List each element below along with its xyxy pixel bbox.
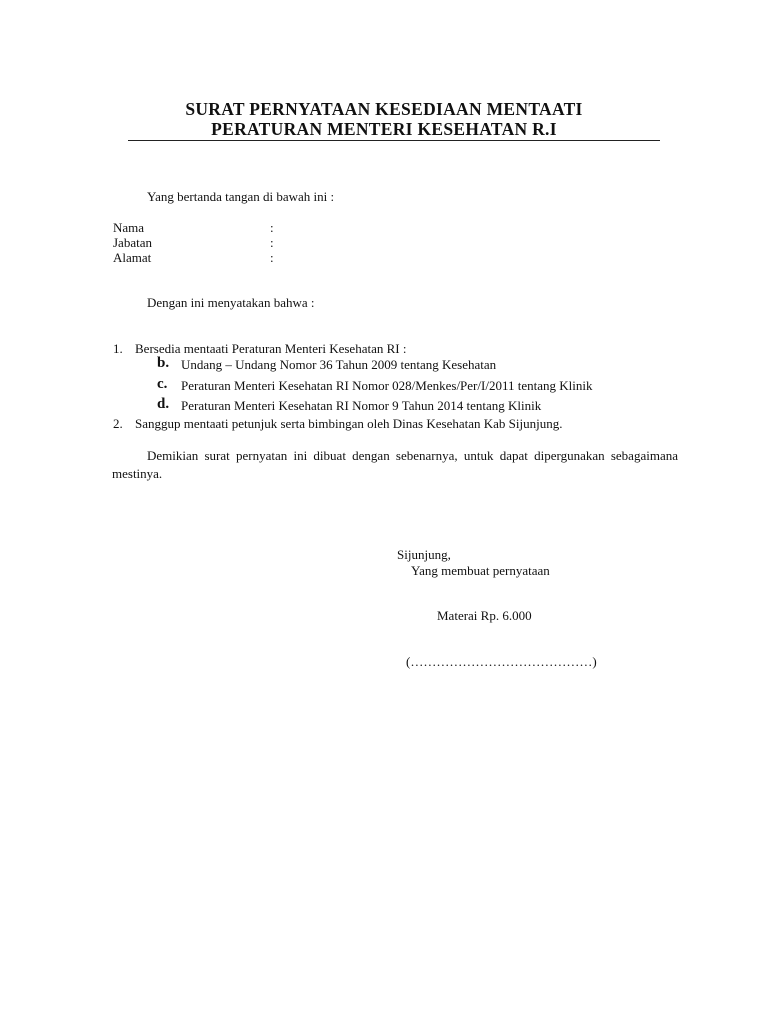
- sublist-letter: d.: [157, 396, 170, 412]
- sublist-item-text: Undang – Undang Nomor 36 Tahun 2009 tentang Kesehatan: [181, 357, 497, 372]
- signature-place: Sijunjung,: [397, 547, 451, 562]
- list-item-text: Bersedia mentaati Peraturan Menteri Kesehatan RI :: [135, 341, 407, 356]
- stamp-duty-label: Materai Rp. 6.000: [437, 608, 532, 623]
- list-item-number: 2.: [113, 416, 123, 431]
- field-colon-nama: :: [270, 220, 274, 235]
- field-label-nama: Nama: [113, 220, 145, 235]
- sublist-item-text: Peraturan Menteri Kesehatan RI Nomor 028/Menkes/Per/I/2011 tentang Klinik: [181, 378, 593, 393]
- document-title-line-1: SURAT PERNYATAAN KESEDIAAN MENTAATI: [185, 99, 583, 119]
- list-item-text: Sanggup mentaati petunjuk serta bimbingan oleh Dinas Kesehatan Kab Sijunjung.: [135, 416, 563, 431]
- sublist-item-text: Peraturan Menteri Kesehatan RI Nomor 9 Tahun 2014 tentang Klinik: [181, 398, 542, 413]
- field-label-jabatan: Jabatan: [113, 235, 152, 250]
- field-label-alamat: Alamat: [113, 250, 152, 265]
- field-colon-alamat: :: [270, 250, 274, 265]
- closing-paragraph: Demikian surat pernyatan ini dibuat dengan sebenarnya, untuk dapat dipergunakan sebagaimana mestinya.: [112, 448, 678, 481]
- title-underline: [128, 140, 660, 141]
- field-colon-jabatan: :: [270, 235, 274, 250]
- statement-intro: Dengan ini menyatakan bahwa :: [147, 295, 315, 310]
- document-title-line-2: PERATURAN MENTERI KESEHATAN R.I: [211, 119, 557, 139]
- sublist-letter: b.: [157, 355, 170, 371]
- signature-name-placeholder: (……………………………………): [406, 654, 597, 669]
- signature-maker: Yang membuat pernyataan: [411, 563, 550, 578]
- sublist-letter: c.: [157, 376, 168, 392]
- intro-text: Yang bertanda tangan di bawah ini :: [147, 189, 335, 204]
- list-item-number: 1.: [113, 341, 123, 356]
